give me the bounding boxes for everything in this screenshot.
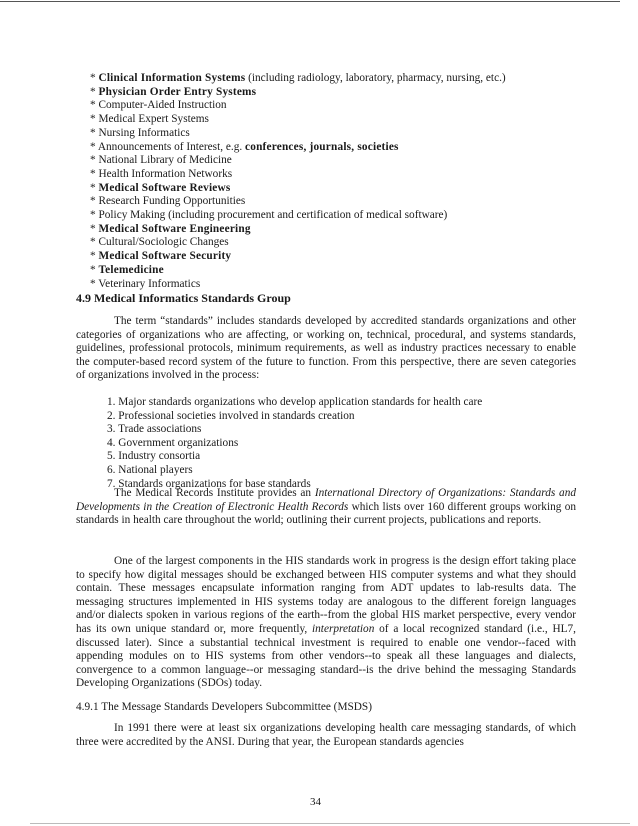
bullet-marker: * xyxy=(90,140,98,153)
paragraph-directory xyxy=(76,487,576,528)
bullet-marker: * xyxy=(90,277,99,290)
bullet-marker: * xyxy=(90,167,99,180)
bullet-marker: * xyxy=(90,195,99,208)
bullet-marker: * xyxy=(90,72,99,84)
directory-title: International Directory of Organizations: Standards and Developments in the Creation of Electronic Health Records xyxy=(76,487,576,513)
paragraph-standards-definition xyxy=(76,315,576,383)
bullet-marker: * xyxy=(90,263,99,276)
bullet-item xyxy=(90,236,610,250)
bullet-item xyxy=(90,182,610,196)
bullet-bold-text: Physician Order Entry Systems xyxy=(98,85,257,98)
bullet-item xyxy=(90,72,610,86)
bullet-item xyxy=(90,264,610,278)
bullet-item xyxy=(90,99,610,113)
bullet-text: Veterinary Informatics xyxy=(98,277,201,290)
list-item: 5. Industry consortia xyxy=(107,450,201,463)
bullet-text: Health Information Networks xyxy=(98,167,233,180)
bullet-bold-text: Medical Software Reviews xyxy=(98,181,231,194)
bullet-text: Computer-Aided Instruction xyxy=(98,99,227,112)
paragraph-messaging xyxy=(76,555,576,691)
bullet-marker: * xyxy=(90,99,99,112)
bullet-item xyxy=(90,127,610,141)
bullet-item xyxy=(90,154,610,168)
bottom-rule xyxy=(30,823,630,824)
bullet-text: Research Funding Opportunities xyxy=(98,195,246,208)
bullet-text: Medical Expert Systems xyxy=(98,113,209,126)
bullet-marker: * xyxy=(90,209,99,222)
list-item: 2. Professional societies involved in standards creation xyxy=(107,409,355,422)
bullet-marker: * xyxy=(90,85,99,98)
bullet-bold-text: Telemedicine xyxy=(98,263,164,276)
list-item: 4. Government organizations xyxy=(107,436,239,449)
bullet-text: National Library of Medicine xyxy=(98,154,232,167)
bullet-marker: * xyxy=(90,236,99,249)
bullet-item xyxy=(90,141,610,155)
section-heading: 4.9 Medical Informatics Standards Group xyxy=(76,291,291,305)
bullet-text: Announcements of Interest, e.g. xyxy=(97,140,245,153)
bullet-marker: * xyxy=(90,113,99,126)
bullet-item xyxy=(90,278,610,292)
bullet-item xyxy=(90,86,610,100)
bullet-bold-text: Medical Software Engineering xyxy=(98,222,251,235)
page-number: 34 xyxy=(310,796,321,808)
bullet-bold-text: Medical Software Security xyxy=(98,250,232,263)
paragraph-text: which lists over 160 different groups working on standards in health care throughout the world; outlining their current projects, publications and reports. xyxy=(76,500,576,527)
list-item: 6. National players xyxy=(107,463,193,476)
bullet-bold-text: Clinical Information Systems xyxy=(98,72,246,84)
bullet-item xyxy=(90,113,610,127)
list-item: 1. Major standards organizations who develop application standards for health care xyxy=(107,396,483,408)
paragraph-text: The Medical Records Institute provides an xyxy=(114,487,315,499)
bullet-item xyxy=(90,168,610,182)
bullet-text: Cultural/Sociologic Changes xyxy=(98,236,229,249)
bullet-marker: * xyxy=(90,154,99,167)
bullet-marker: * xyxy=(90,222,99,235)
paragraph-text: The term “standards” includes standards developed by accredited standards organizations and other categories of organizations who are affecting, or working on, technical, procedural, and systems standards, guidelines, professional protocols, minimum requirements, as well as industry practices necessary to enable the computer-based record system of the future to function. From this perspective, there are seven categories of organizations involved in the process: xyxy=(76,315,576,382)
subsection-heading: 4.9.1 The Message Standards Developers Subcommittee (MSDS) xyxy=(76,701,372,713)
paragraph-text: In 1991 there were at least six organizations developing health care messaging standards, of which three were accredited by the ANSI. During that year, the European standards agencies xyxy=(76,722,576,748)
list-item: 7. Standards organizations for base standards xyxy=(107,477,311,490)
bullet-item xyxy=(90,223,610,237)
bullet-item xyxy=(90,250,610,264)
bullet-text: (including radiology, laboratory, pharmacy, nursing, etc.) xyxy=(245,72,506,84)
list-item: 3. Trade associations xyxy=(107,423,202,436)
paragraph-text: of a local recognized standard (i.e., HL7, discussed later). Since a substantial technical investment is required to enable one vendor--faced with appending modules on to HIS systems from other vendors--to speak all these languages and dialects, convergence to a common language--or messaging standard--is the drive behind the messaging Standards Developing Organizations (SDOs) today. xyxy=(76,622,576,690)
bullet-text: Policy Making (including procurement and certification of medical software) xyxy=(98,209,448,222)
bullet-text: Nursing Informatics xyxy=(98,126,190,139)
paragraph-msds xyxy=(76,722,576,749)
paragraph-text: One of the largest components in the HIS standards work in progress is the design effort taking place to specify how digital messages should be exchanged between HIS computer systems and what they should contain. These messages encapsulate information ranging from ADT updates to lab-results data. The messaging structures implemented in HIS systems today are analogous to the different foreign languages and/or dialects spoken in various regions of the earth--from the global HIS market perspective, every vendor has its own unique standard or, more frequently, xyxy=(76,555,576,635)
bullet-item xyxy=(90,195,610,209)
bullet-marker: * xyxy=(90,250,99,263)
bullet-bold-text: conferences, journals, societies xyxy=(245,140,399,153)
top-rule xyxy=(0,1,620,2)
bullet-marker: * xyxy=(90,126,99,139)
topic-bullet-list xyxy=(90,72,610,291)
bullet-item xyxy=(90,209,610,223)
emphasis-text: interpretation xyxy=(312,622,375,635)
numbered-category-list xyxy=(107,396,482,491)
bullet-marker: * xyxy=(90,181,99,194)
